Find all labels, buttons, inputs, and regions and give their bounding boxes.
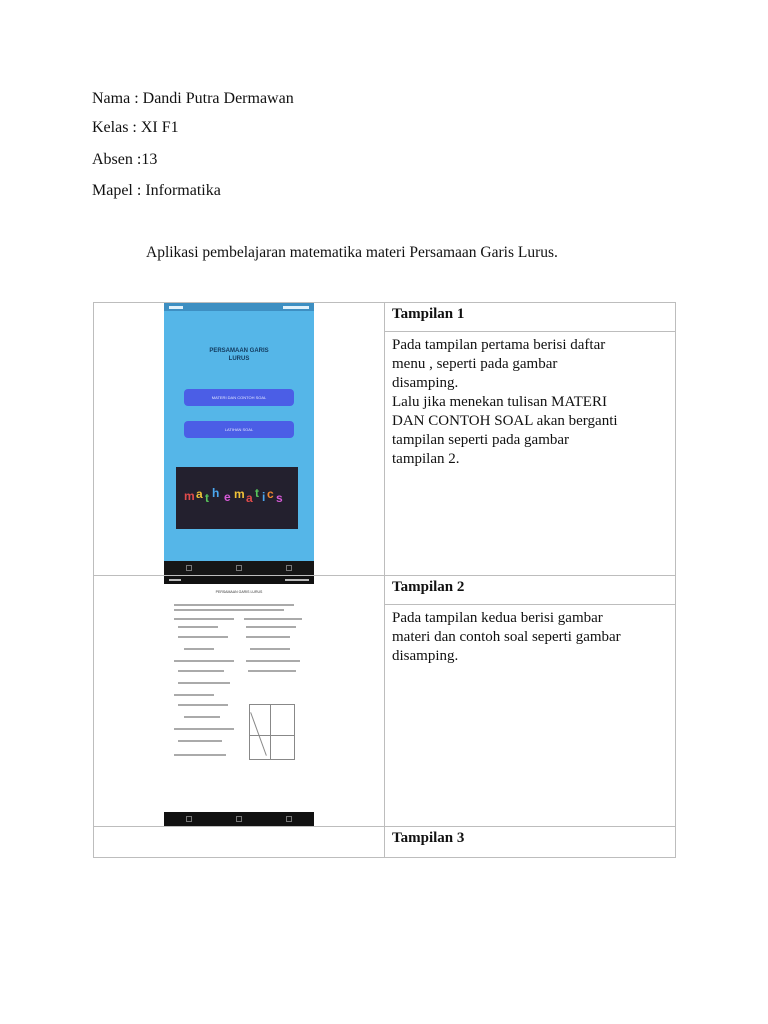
app-screens-table xyxy=(93,302,676,858)
screenshot-cell xyxy=(94,827,385,858)
student-attendance-number: Absen :13 xyxy=(92,151,158,168)
document-subtitle: Aplikasi pembelajaran matematika materi Persamaan Garis Lurus. xyxy=(146,244,558,261)
description-line: DAN CONTOH SOAL akan berganti xyxy=(392,413,618,429)
subject: Mapel : Informatika xyxy=(92,182,221,199)
tampilan-description xyxy=(385,332,675,473)
tampilan-heading: Tampilan 1 xyxy=(385,303,675,332)
description-line: Lalu jika menekan tulisan MATERI xyxy=(392,394,607,410)
app-title xyxy=(164,347,314,363)
recents-icon[interactable] xyxy=(286,565,292,571)
description-line: disamping. xyxy=(392,648,459,664)
student-class: Kelas : XI F1 xyxy=(92,119,179,136)
back-icon[interactable] xyxy=(186,816,192,822)
app-screenshot-main-menu xyxy=(164,303,314,575)
description-cell xyxy=(385,576,676,827)
description-line: Pada tampilan kedua berisi gambar xyxy=(392,610,603,626)
description-line: menu , seperti pada gambar xyxy=(392,356,558,372)
description-line: tampilan seperti pada gambar xyxy=(392,432,570,448)
home-icon[interactable] xyxy=(236,565,242,571)
tampilan-description xyxy=(385,605,675,670)
description-line: materi dan contoh soal seperti gambar xyxy=(392,629,621,645)
recents-icon[interactable] xyxy=(286,816,292,822)
description-line: disamping. xyxy=(392,375,459,391)
app-title-line: LURUS xyxy=(228,356,250,362)
graph-figure xyxy=(249,704,295,760)
description-line: Pada tampilan pertama berisi daftar xyxy=(392,337,606,353)
table-row xyxy=(94,827,676,858)
materi-button[interactable]: MATERI DAN CONTOH SOAL xyxy=(184,389,294,406)
android-navigation-bar xyxy=(164,561,314,575)
materi-document-title: PERSAMAAN GARIS LURUS xyxy=(215,590,263,594)
status-bar xyxy=(164,576,314,584)
home-icon[interactable] xyxy=(236,816,242,822)
status-bar xyxy=(164,303,314,311)
description-cell xyxy=(385,303,676,576)
screenshot-cell xyxy=(94,576,385,827)
table-row xyxy=(94,303,676,576)
latihan-button[interactable]: LATIHAN SOAL xyxy=(184,421,294,438)
app-title-line: PERSAMAAN GARIS xyxy=(209,348,269,354)
back-icon[interactable] xyxy=(186,565,192,571)
tampilan-heading: Tampilan 2 xyxy=(385,576,675,605)
description-cell xyxy=(385,827,676,858)
android-navigation-bar xyxy=(164,812,314,826)
app-screenshot-materi xyxy=(164,576,314,826)
tampilan-heading: Tampilan 3 xyxy=(392,830,465,846)
table-row xyxy=(94,576,676,827)
mathematics-illustration: m a t h e m a t i c s xyxy=(176,467,298,529)
student-name: Nama : Dandi Putra Dermawan xyxy=(92,90,294,107)
description-line: tampilan 2. xyxy=(392,451,460,467)
screenshot-cell xyxy=(94,303,385,576)
